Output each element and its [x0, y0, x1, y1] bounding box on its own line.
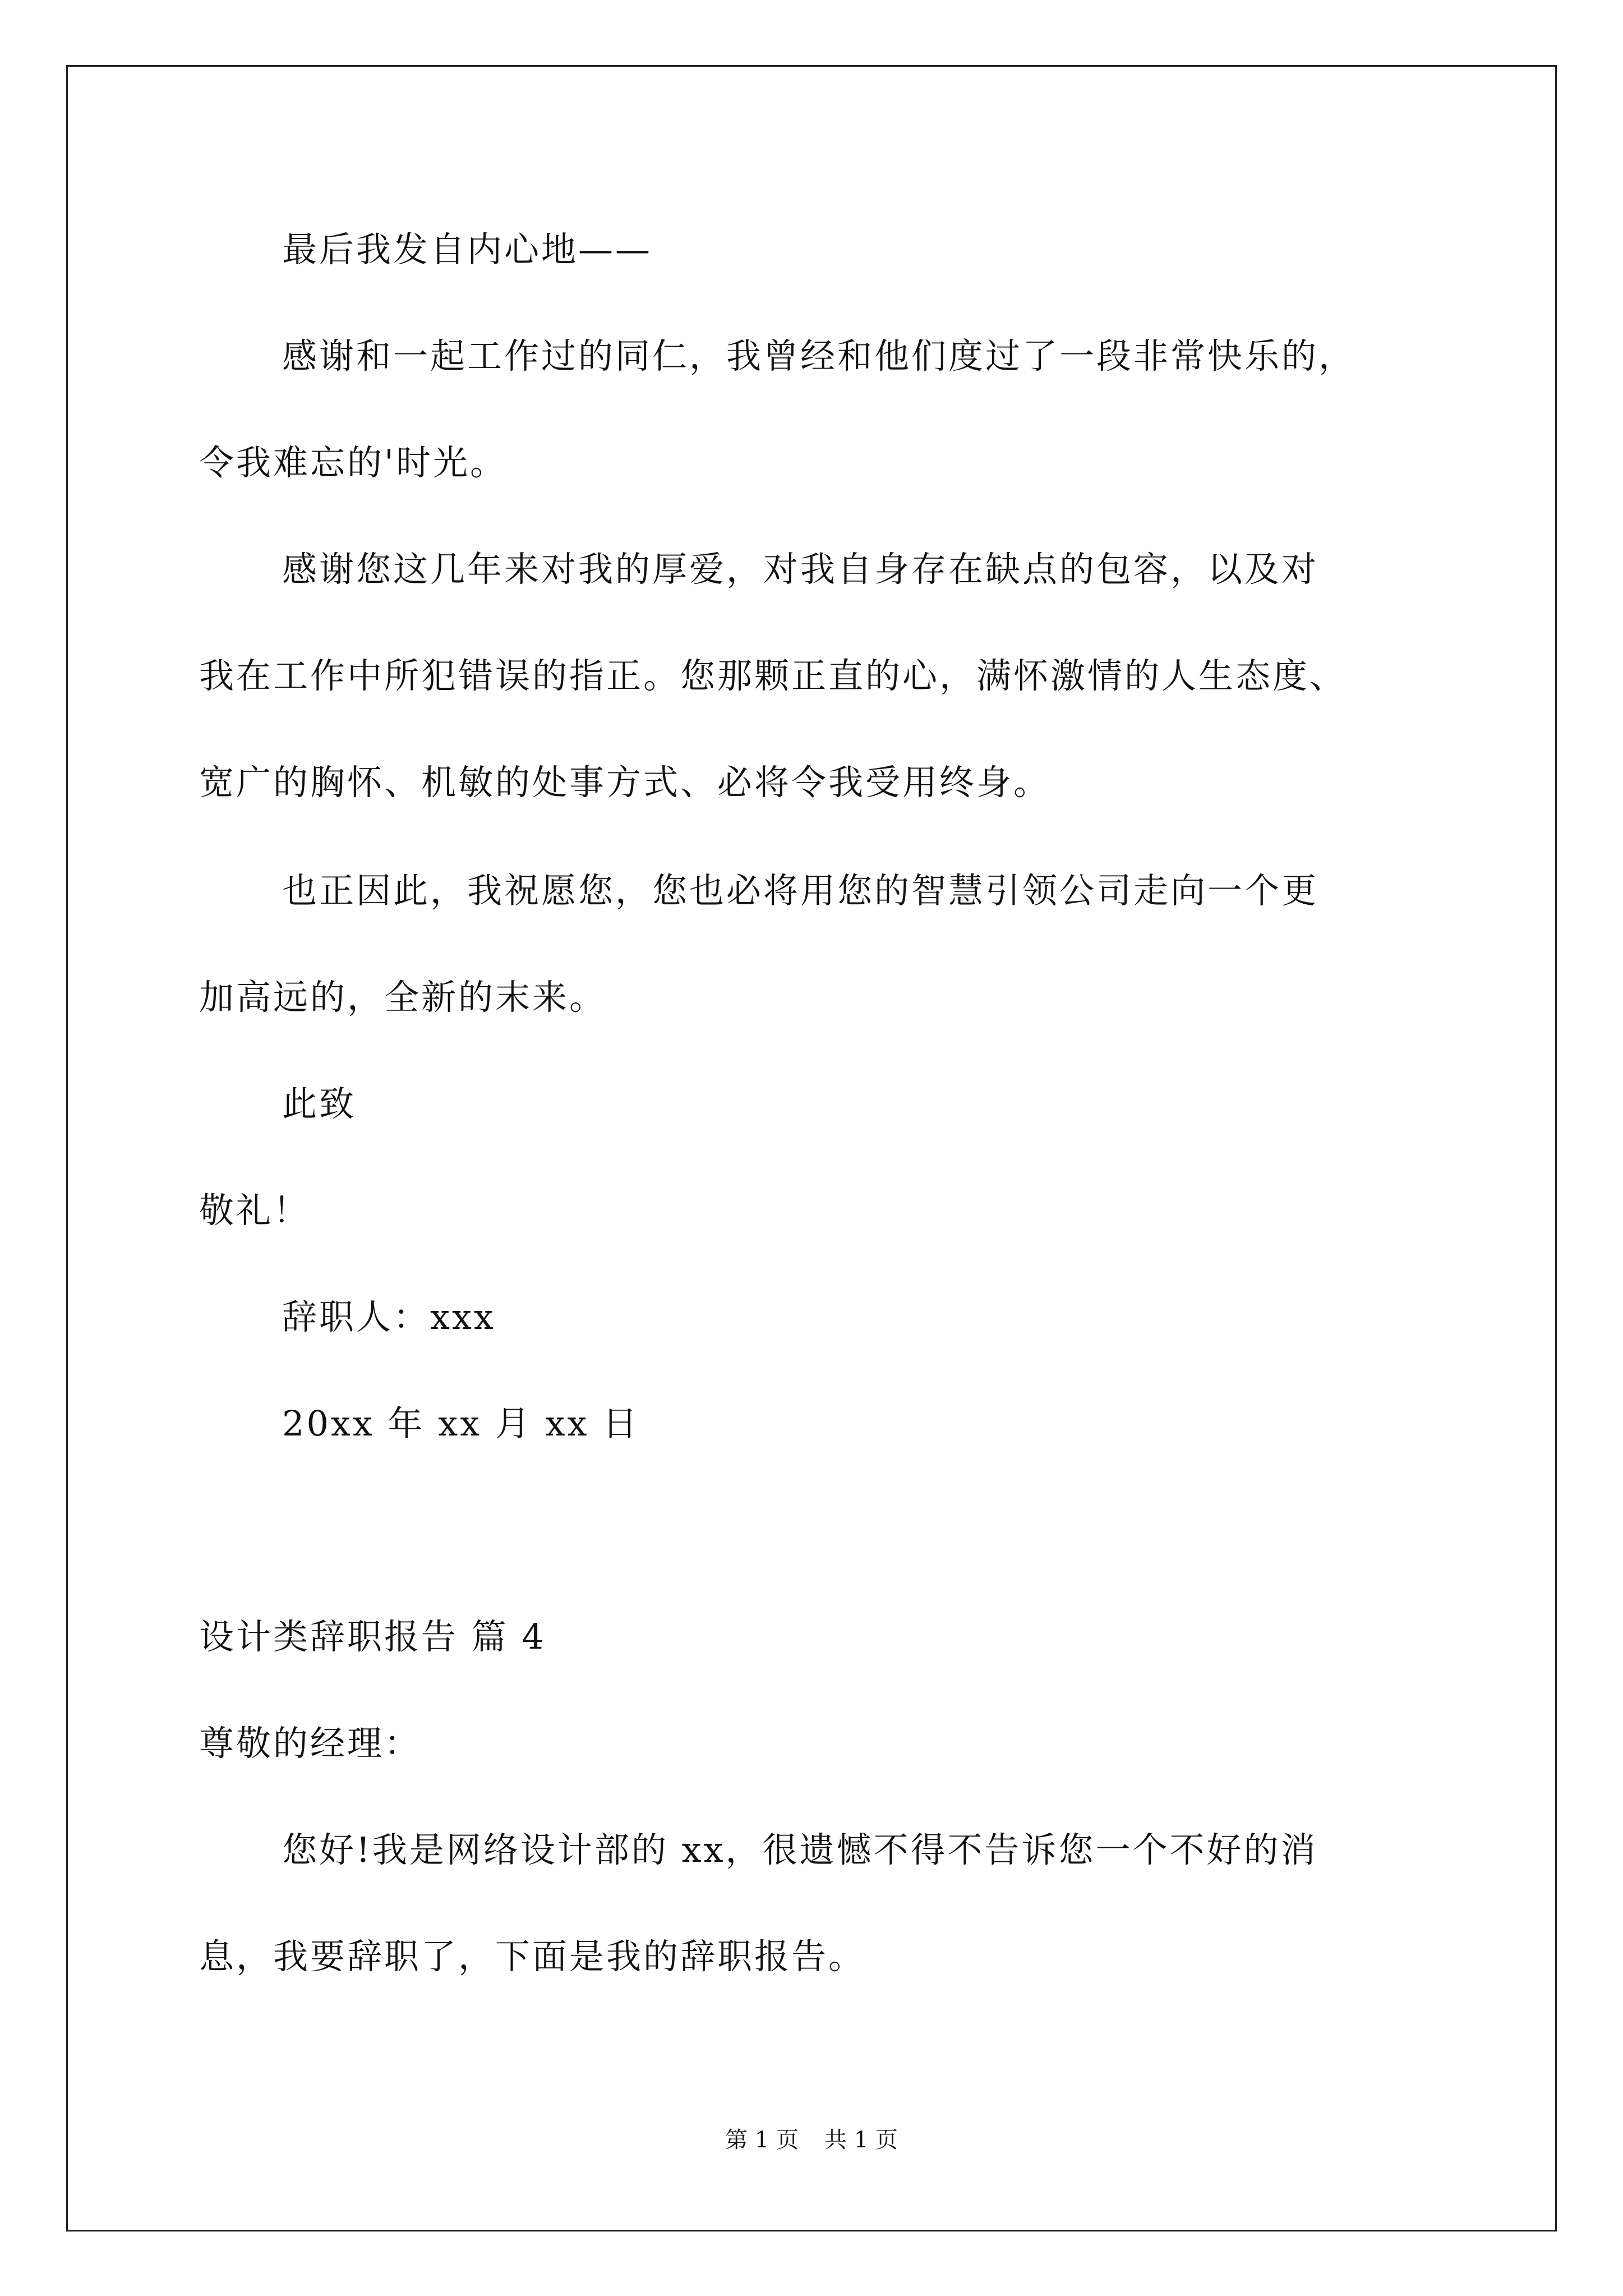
page-number: 第 1 页	[725, 2127, 799, 2153]
text-line: 此致	[282, 1083, 357, 1124]
text-line: 息，我要辞职了，下面是我的辞职报告。	[199, 1936, 866, 1977]
section-heading: 设计类辞职报告 篇 4	[199, 1616, 546, 1657]
text-line: 我在工作中所犯错误的指正。您那颗正直的心，满怀激情的人生态度、	[199, 655, 1347, 696]
page-footer	[0, 2126, 1623, 2154]
text-line: 感谢和一起工作过的同仁，我曾经和他们度过了一段非常快乐的，	[282, 335, 1356, 376]
salutation: 尊敬的经理：	[199, 1723, 422, 1764]
text-line: 您好!我是网络设计部的 xx，很遗憾不得不告诉您一个不好的消	[282, 1829, 1318, 1870]
text-line: 最后我发自内心地——	[282, 229, 653, 270]
text-line: 宽广的胸怀、机敏的处事方式、必将令我受用终身。	[199, 762, 1051, 803]
text-line: 感谢您这几年来对我的厚爱，对我自身存在缺点的包容，以及对	[282, 549, 1319, 590]
text-line: 加高远的，全新的末来。	[199, 977, 607, 1018]
text-line: 令我难忘的'时光。	[199, 442, 508, 483]
text-line: 20xx 年 xx 月 xx 日	[282, 1403, 640, 1444]
text-line: 也正因此，我祝愿您，您也必将用您的智慧引领公司走向一个更	[282, 870, 1319, 911]
text-line: 辞职人：xxx	[282, 1296, 496, 1337]
text-line: 敬礼！	[199, 1190, 311, 1231]
page-border	[66, 65, 1557, 2231]
page-total: 共 1 页	[824, 2127, 898, 2153]
